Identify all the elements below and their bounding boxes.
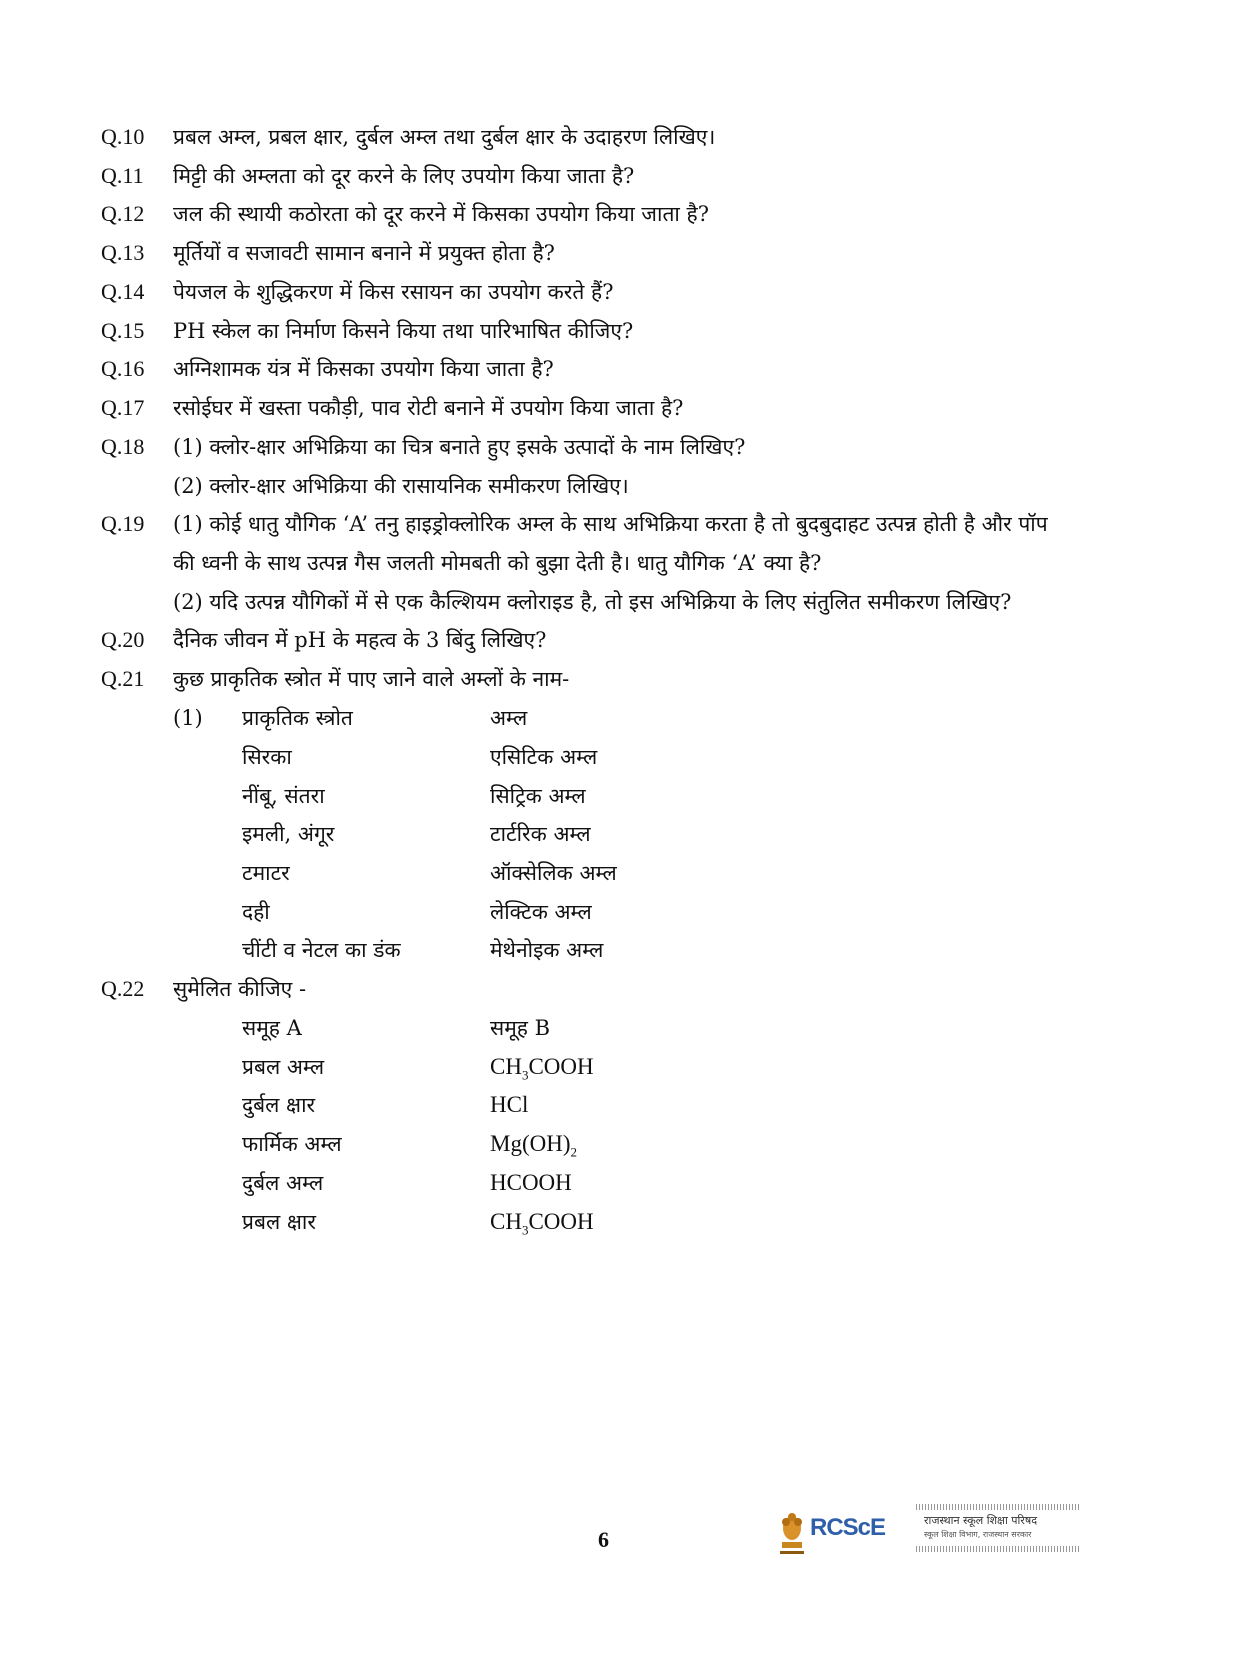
group-a-cell: दुर्बल क्षार [242,1093,316,1117]
question-text: PH स्केल का निर्माण किसने किया तथा पारिभाषित कीजिए? [173,319,634,343]
question-row [101,161,634,191]
group-a-cell: दुर्बल अम्ल [242,1171,324,1195]
question-number: Q.12 [101,201,145,226]
source-cell: नींबू, संतरा [242,784,325,808]
question-row [101,354,554,384]
question-text: सुमेलित कीजिए - [173,977,307,1001]
question-part-1-continued: की ध्वनी के साथ उत्पन्न गैस जलती मोमबती को बुझा देती है। धातु यौगिक ‘A’ क्या है? [173,551,822,575]
table-header-source: प्राकृतिक स्त्रोत [242,706,353,730]
group-b-cell: HCOOH [490,1170,572,1195]
group-b-cell: $CH_3COOH$ [490,1054,594,1083]
question-19 [101,509,1048,539]
question-part-2: (2) यदि उत्पन्न यौगिकों में से एक कैल्शियम क्लोराइड है, तो इस अभिक्रिया के लिए संतुलित समीकरण लिखिए? [173,590,1012,614]
acid-cell: ऑक्सेलिक अम्ल [490,861,617,885]
question-number: Q.21 [101,666,145,691]
ashoka-emblem-icon [776,1502,808,1560]
question-text: मूर्तियों व सजावटी सामान बनाने में प्रयुक्त होता है? [173,241,555,265]
question-number: Q.18 [101,434,145,459]
question-number: Q.15 [101,318,145,343]
question-text: मिट्टी की अम्लता को दूर करने के लिए उपयोग किया जाता है? [173,164,635,188]
question-text: जल की स्थायी कठोरता को दूर करने में किसका उपयोग किया जाता है? [173,202,709,226]
question-21 [101,664,569,694]
question-number: Q.19 [101,511,145,536]
question-number: Q.14 [101,279,145,304]
source-cell: इमली, अंगूर [242,822,335,846]
acid-cell: लेक्टिक अम्ल [490,900,592,924]
question-number: Q.11 [101,163,144,188]
question-number: Q.22 [101,976,145,1001]
source-cell: सिरका [242,745,292,769]
page-number: 6 [598,1527,609,1552]
question-number: Q.16 [101,356,145,381]
question-text: प्रबल अम्ल, प्रबल क्षार, दुर्बल अम्ल तथा दुर्बल क्षार के उदाहरण लिखिए। [173,125,716,149]
group-b-cell: $CH_3COOH$ [490,1209,594,1238]
group-a-cell: प्रबल क्षार [242,1210,316,1234]
table-header-acid: अम्ल [490,706,528,730]
question-row [101,199,709,229]
question-row [101,393,683,423]
org-subtitle: स्कूल शिक्षा विभाग, राजस्थान सरकार [924,1530,1032,1539]
decorative-bar [916,1504,1080,1510]
question-part-1: (1) कोई धातु यौगिक ‘A’ तनु हाइड्रोक्लोरिक अम्ल के साथ अभिक्रिया करता है तो बुदबुदाहट उत्पन्न होती है और पॉप [173,512,1048,536]
question-text: अग्निशामक यंत्र में किसका उपयोग किया जाता है? [173,357,554,381]
question-row [101,122,715,152]
group-b-header: समूह B [490,1016,551,1040]
acid-cell: एसिटिक अम्ल [490,745,598,769]
question-number: Q.17 [101,395,145,420]
question-part-2: (2) क्लोर-क्षार अभिक्रिया की रासायनिक समीकरण लिखिए। [173,474,629,498]
question-text: रसोईघर में खस्ता पकौड़ी, पाव रोटी बनाने में उपयोग किया जाता है? [173,396,684,420]
question-text: पेयजल के शुद्धिकरण में किस रसायन का उपयोग करते हैं? [173,280,614,304]
acid-cell: टार्टरिक अम्ल [490,822,591,846]
acid-cell: मेथेनोइक अम्ल [490,938,604,962]
acid-cell: सिट्रिक अम्ल [490,784,586,808]
decorative-bar [916,1546,1080,1552]
source-cell: दही [242,900,270,924]
group-a-cell: फार्मिक अम्ल [242,1132,342,1156]
rcsce-logo [776,1502,1080,1560]
question-row [101,238,555,268]
question-18 [101,432,745,462]
group-a-cell: प्रबल अम्ल [242,1055,325,1079]
question-number: Q.13 [101,240,145,265]
group-b-cell: $Mg(OH)_2$ [490,1131,577,1160]
question-text: कुछ प्राकृतिक स्त्रोत में पाए जाने वाले अम्लों के नाम- [173,667,570,691]
question-row [101,277,613,307]
question-number: Q.20 [101,627,145,652]
source-cell: चींटी व नेटल का डंक [242,938,401,962]
org-name: राजस्थान स्कूल शिक्षा परिषद [924,1514,1038,1527]
question-part-1: (1) क्लोर-क्षार अभिक्रिया का चित्र बनाते हुए इसके उत्पादों के नाम लिखिए? [173,435,746,459]
question-20 [101,625,546,655]
question-row [101,316,633,346]
group-a-header: समूह A [242,1016,302,1040]
question-22 [101,974,306,1004]
source-cell: टमाटर [242,861,290,885]
question-number: Q.10 [101,124,145,149]
group-b-cell: HCl [490,1092,529,1117]
question-text: दैनिक जीवन में pH के महत्व के 3 बिंदु लिखिए? [173,628,547,652]
logo-text: RCScE [810,1514,886,1541]
sub-part-tag: (1) [173,706,203,730]
